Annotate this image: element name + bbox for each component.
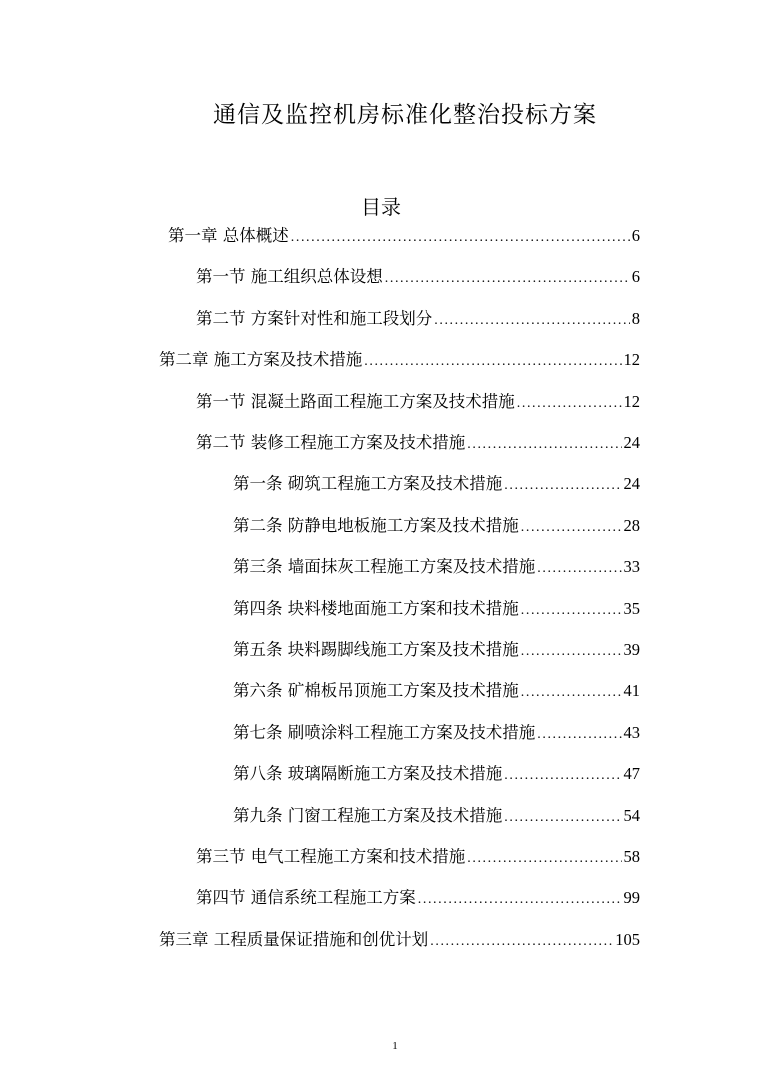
dot-leader bbox=[364, 354, 621, 370]
toc-entry-page: 41 bbox=[623, 681, 640, 701]
toc-entry[interactable] bbox=[233, 553, 640, 577]
dot-leader bbox=[521, 644, 622, 660]
toc-entry[interactable] bbox=[233, 802, 640, 826]
toc-entry-label: 第一章 总体概述 bbox=[168, 226, 289, 245]
toc-entry-page: 43 bbox=[623, 722, 640, 742]
toc-entry-label: 第三节 电气工程施工方案和技术措施 bbox=[196, 847, 466, 866]
toc-entry-page: 28 bbox=[623, 515, 640, 535]
toc-entry-label: 第三条 墙面抹灰工程施工方案及技术措施 bbox=[233, 557, 536, 577]
toc-entry[interactable] bbox=[233, 719, 640, 743]
toc-entry-label: 第一节 施工组织总体设想 bbox=[196, 267, 383, 287]
toc-entry[interactable] bbox=[196, 305, 640, 329]
dot-leader bbox=[467, 437, 621, 453]
dot-leader bbox=[537, 561, 621, 577]
toc-entry-page: 105 bbox=[615, 929, 640, 949]
document-title: 通信及监控机房标准化整治投标方案 bbox=[213, 102, 597, 128]
dot-leader bbox=[385, 271, 630, 287]
toc-entry[interactable] bbox=[233, 677, 640, 701]
toc-entry-label: 第八条 玻璃隔断施工方案及技术措施 bbox=[233, 764, 503, 784]
toc-entry-page: 47 bbox=[623, 764, 640, 784]
toc-entry[interactable] bbox=[196, 263, 640, 287]
toc-entry-page: 33 bbox=[623, 557, 640, 577]
toc-entry-label: 第二章 施工方案及技术措施 bbox=[159, 350, 363, 370]
toc-entry[interactable] bbox=[233, 470, 640, 494]
toc-entry[interactable] bbox=[196, 884, 640, 908]
toc-entry-label: 第一节 混凝土路面工程施工方案及技术措施 bbox=[196, 391, 515, 411]
toc-entry-label: 第五条 块料踢脚线施工方案及技术措施 bbox=[233, 640, 519, 659]
dot-leader bbox=[434, 313, 630, 329]
dot-leader bbox=[504, 478, 621, 494]
toc-entry-label: 第六条 矿棉板吊顶施工方案及技术措施 bbox=[233, 681, 519, 701]
toc-entry[interactable] bbox=[233, 512, 640, 536]
toc-entry-label: 第七条 刷喷涂料工程施工方案及技术措施 bbox=[233, 722, 536, 742]
dot-leader bbox=[537, 727, 621, 743]
dot-leader bbox=[291, 230, 630, 246]
dot-leader bbox=[521, 603, 622, 619]
toc-entry-label: 第二条 防静电地板施工方案及技术措施 bbox=[233, 515, 519, 535]
toc-heading: 目录 bbox=[361, 195, 401, 219]
dot-leader bbox=[517, 396, 622, 412]
toc-entry-label: 第四节 通信系统工程施工方案 bbox=[196, 888, 416, 908]
toc-entry-label: 第一条 砌筑工程施工方案及技术措施 bbox=[233, 474, 503, 494]
toc-entry-page: 35 bbox=[623, 598, 640, 618]
toc-entry-label: 第九条 门窗工程施工方案及技术措施 bbox=[233, 805, 503, 825]
toc-entry[interactable] bbox=[233, 595, 640, 619]
toc-entry-page: 8 bbox=[631, 308, 640, 328]
dot-leader bbox=[418, 892, 622, 908]
toc-entry-page: 24 bbox=[623, 474, 640, 494]
toc-entry[interactable] bbox=[196, 843, 640, 867]
toc-entry-label: 第二节 装修工程施工方案及技术措施 bbox=[196, 433, 466, 452]
toc-entry[interactable] bbox=[159, 346, 640, 370]
toc-entry-page: 54 bbox=[623, 805, 640, 825]
dot-leader bbox=[467, 851, 621, 867]
dot-leader bbox=[521, 685, 622, 701]
toc-entry[interactable] bbox=[233, 636, 640, 660]
dot-leader bbox=[430, 934, 613, 950]
toc-entry[interactable] bbox=[168, 222, 640, 246]
dot-leader bbox=[521, 520, 622, 536]
toc-entry-page: 24 bbox=[623, 433, 640, 452]
toc-entry[interactable] bbox=[233, 760, 640, 784]
toc-entry-page: 6 bbox=[631, 226, 640, 245]
toc-entry-page: 58 bbox=[623, 847, 640, 866]
toc-entry[interactable] bbox=[159, 926, 640, 950]
toc-entry[interactable] bbox=[196, 388, 640, 412]
toc-entry-page: 12 bbox=[623, 391, 640, 411]
toc-entry[interactable] bbox=[196, 429, 640, 453]
toc-entry-label: 第二节 方案针对性和施工段划分 bbox=[196, 308, 433, 328]
toc-entry-page: 99 bbox=[623, 888, 640, 908]
toc-entry-page: 12 bbox=[623, 350, 640, 370]
dot-leader bbox=[504, 768, 621, 784]
toc-entry-label: 第四条 块料楼地面施工方案和技术措施 bbox=[233, 598, 519, 618]
toc-entry-page: 6 bbox=[631, 267, 640, 287]
page-number: 1 bbox=[392, 1040, 398, 1052]
toc-entry-label: 第三章 工程质量保证措施和创优计划 bbox=[159, 929, 429, 949]
dot-leader bbox=[504, 810, 621, 826]
toc-entry-page: 39 bbox=[623, 640, 640, 659]
